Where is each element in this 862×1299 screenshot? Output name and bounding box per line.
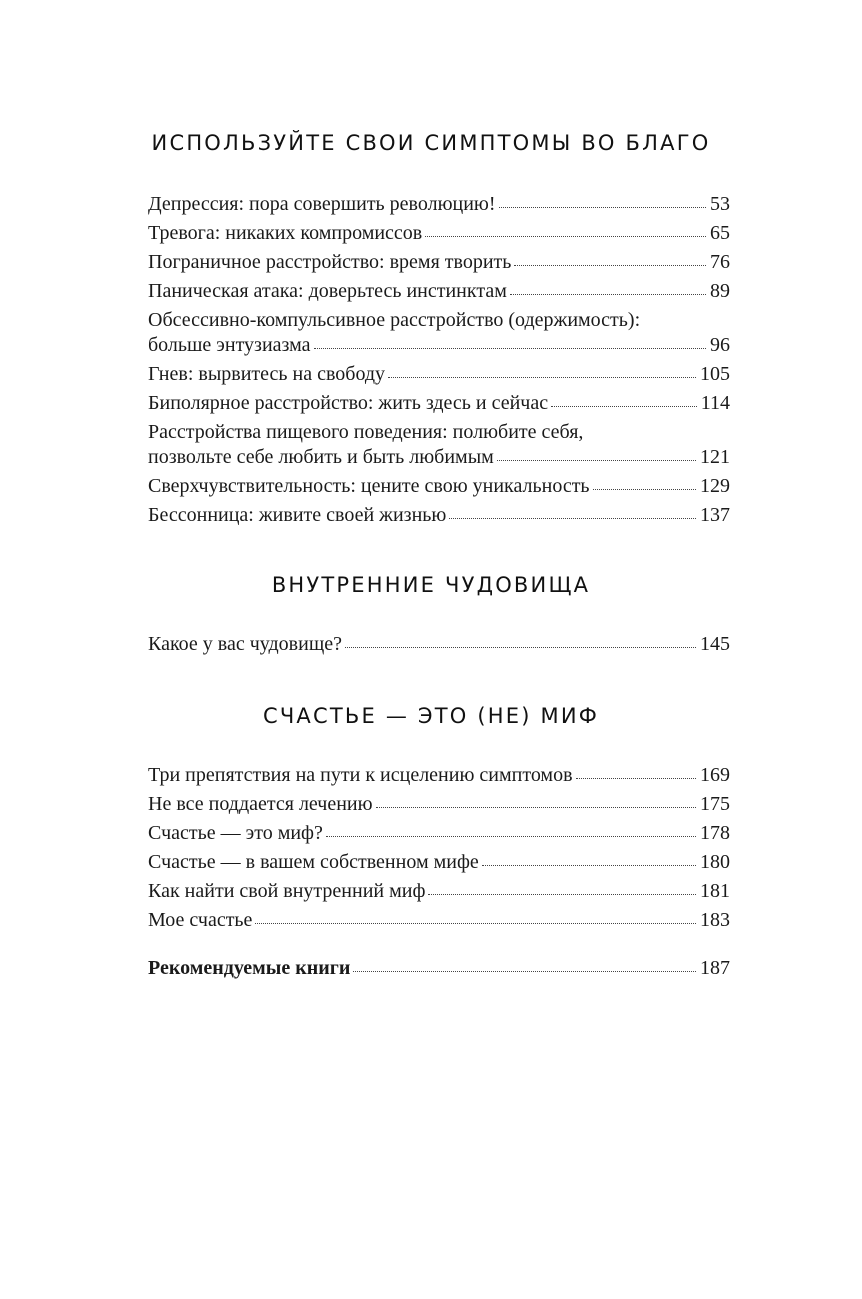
toc-entry-page: 76 xyxy=(710,251,730,273)
toc-entry-label: Сверхчувствительность: цените свою уникальность xyxy=(148,475,590,497)
toc-entry-page: 175 xyxy=(700,793,730,815)
toc-entry[interactable] xyxy=(148,363,730,389)
toc-entry-page: 65 xyxy=(710,222,730,244)
dot-leader xyxy=(482,865,696,866)
dot-leader xyxy=(388,377,696,378)
toc-entry-label: Паническая атака: доверьтесь инстинктам xyxy=(148,280,507,302)
toc-entry[interactable] xyxy=(148,504,730,530)
toc-entry[interactable] xyxy=(148,880,730,906)
toc-entry-recommended-books[interactable] xyxy=(148,957,730,983)
toc-entry[interactable] xyxy=(148,909,730,935)
toc-entry[interactable] xyxy=(148,334,730,360)
toc-entry-label-line1[interactable]: Расстройства пищевого поведения: полюбите себя, xyxy=(148,421,584,443)
dot-leader xyxy=(551,406,697,407)
dot-leader xyxy=(376,807,696,808)
dot-leader xyxy=(514,265,706,266)
toc-entry[interactable] xyxy=(148,822,730,848)
toc-entry-label: Бессонница: живите своей жизнью xyxy=(148,504,447,526)
toc-entry-page: 145 xyxy=(700,633,730,655)
toc-entry-label: Гнев: вырвитесь на свободу xyxy=(148,363,386,385)
section-title-symptoms: ИСПОЛЬЗУЙТЕ СВОИ СИМПТОМЫ ВО БЛАГО xyxy=(151,131,711,155)
toc-entry[interactable] xyxy=(148,193,730,219)
toc-entry[interactable] xyxy=(148,392,730,418)
dot-leader xyxy=(255,923,696,924)
toc-entry-label: Пограничное расстройство: время творить xyxy=(148,251,512,273)
dot-leader xyxy=(314,348,706,349)
toc-entry-page: 96 xyxy=(710,334,730,356)
dot-leader xyxy=(593,489,696,490)
toc-entry[interactable] xyxy=(148,851,730,877)
toc-entry-label: Счастье — в вашем собственном мифе xyxy=(148,851,479,873)
dot-leader xyxy=(510,294,706,295)
toc-entry[interactable] xyxy=(148,764,730,790)
toc-entry-label: Как найти свой внутренний миф xyxy=(148,880,426,902)
toc-entry[interactable] xyxy=(148,633,730,659)
section-title-monsters: ВНУТРЕННИЕ ЧУДОВИЩА xyxy=(271,573,591,597)
dot-leader xyxy=(499,207,706,208)
toc-entry-page: 137 xyxy=(700,504,730,526)
toc-entry-label: Тревога: никаких компромиссов xyxy=(148,222,423,244)
toc-entry-page: 53 xyxy=(710,193,730,215)
toc-entry-page: 121 xyxy=(700,446,730,468)
toc-entry-label: Не все поддается лечению xyxy=(148,793,373,815)
dot-leader xyxy=(353,971,696,972)
toc-entry-label: больше энтузиазма xyxy=(148,334,311,356)
toc-entry[interactable] xyxy=(148,222,730,248)
toc-entry[interactable] xyxy=(148,280,730,306)
dot-leader xyxy=(428,894,696,895)
toc-entry-label: Мое счастье xyxy=(148,909,253,931)
toc-entry-page: 183 xyxy=(700,909,730,931)
toc-entry-page: 105 xyxy=(700,363,730,385)
toc-entry[interactable] xyxy=(148,446,730,472)
toc-entry-page: 178 xyxy=(700,822,730,844)
dot-leader xyxy=(449,518,696,519)
toc-entry-label-line1[interactable]: Обсессивно-компульсивное расстройство (одержимость): xyxy=(148,309,641,331)
toc-entry-label: Счастье — это миф? xyxy=(148,822,323,844)
section-title-happiness: СЧАСТЬЕ — ЭТО (НЕ) МИФ xyxy=(262,704,600,728)
toc-entry[interactable] xyxy=(148,475,730,501)
toc-entry-label: Рекомендуемые книги xyxy=(148,957,351,979)
dot-leader xyxy=(497,460,696,461)
toc-entry-page: 114 xyxy=(700,392,730,414)
dot-leader xyxy=(326,836,696,837)
toc-entry-label: Биполярное расстройство: жить здесь и сейчас xyxy=(148,392,549,414)
toc-entry-label: Депрессия: пора совершить революцию! xyxy=(148,193,496,215)
toc-entry-label: Три препятствия на пути к исцелению симптомов xyxy=(148,764,573,786)
toc-entry-page: 169 xyxy=(700,764,730,786)
dot-leader xyxy=(425,236,706,237)
toc-entry-page: 187 xyxy=(700,957,730,979)
toc-entry-page: 129 xyxy=(700,475,730,497)
toc-entry-label: позвольте себе любить и быть любимым xyxy=(148,446,494,468)
toc-entry-page: 180 xyxy=(700,851,730,873)
dot-leader xyxy=(576,778,696,779)
dot-leader xyxy=(345,647,696,648)
toc-entry-page: 89 xyxy=(710,280,730,302)
toc-entry[interactable] xyxy=(148,251,730,277)
toc-entry[interactable] xyxy=(148,793,730,819)
toc-entry-label: Какое у вас чудовище? xyxy=(148,633,342,655)
toc-entry-page: 181 xyxy=(700,880,730,902)
